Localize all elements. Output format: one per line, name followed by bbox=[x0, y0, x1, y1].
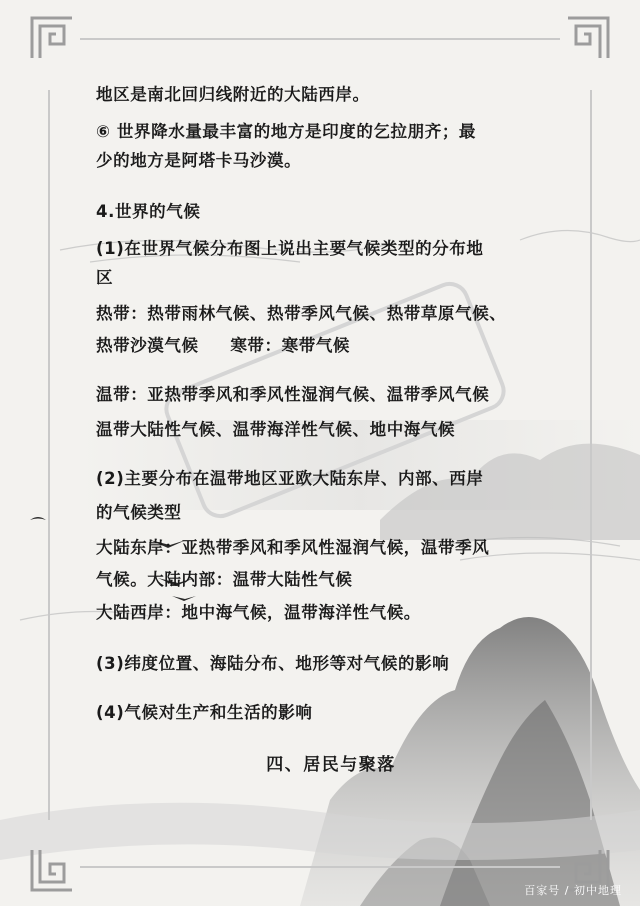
text-line: 大陆东岸：亚热带季风和季风性湿润气候，温带季风 bbox=[96, 538, 490, 557]
text-line: 温带大陆性气候、温带海洋性气候、地中海气候 bbox=[96, 420, 456, 439]
text-line: 地区是南北回归线附近的大陆西岸。 bbox=[96, 85, 370, 104]
text-line: (4)气候对生产和生活的影响 bbox=[96, 703, 313, 722]
corner-ornament-top-left bbox=[28, 14, 76, 62]
text-line: (2)主要分布在温带地区亚欧大陆东岸、内部、西岸 bbox=[96, 469, 484, 488]
text-line: 大陆西岸：地中海气候，温带海洋性气候。 bbox=[96, 603, 421, 622]
text-line: 区 bbox=[96, 268, 114, 287]
text-line: ⑥ 世界降水量最丰富的地方是印度的乞拉朋齐；最 bbox=[96, 122, 477, 141]
section-subheading: 4.世界的气候 bbox=[96, 202, 201, 221]
text-line: 气候。大陆内部：温带大陆性气候 bbox=[96, 570, 353, 589]
text-line: 温带：亚热带季风和季风性湿润气候、温带季风气候 bbox=[96, 385, 490, 404]
frame-bottom-line bbox=[80, 866, 560, 868]
footer-watermark: 百家号 / 初中地理 bbox=[524, 884, 622, 897]
text-line: 热带沙漠气候 寒带：寒带气候 bbox=[96, 336, 351, 355]
text-line: 热带：热带雨林气候、热带季风气候、热带草原气候、 bbox=[96, 304, 507, 323]
text-line: 少的地方是阿塔卡马沙漠。 bbox=[96, 151, 302, 170]
text-line: (1)在世界气候分布图上说出主要气候类型的分布地 bbox=[96, 239, 484, 258]
corner-ornament-bottom-left bbox=[28, 846, 76, 894]
text-line: 的气候类型 bbox=[96, 503, 182, 522]
corner-ornament-top-right bbox=[564, 14, 612, 62]
frame-left-line bbox=[48, 90, 50, 820]
frame-right-line bbox=[590, 90, 592, 820]
section-heading: 四、居民与聚落 bbox=[266, 755, 396, 775]
text-line: (3)纬度位置、海陆分布、地形等对气候的影响 bbox=[96, 654, 450, 673]
frame-top-line bbox=[80, 38, 560, 40]
